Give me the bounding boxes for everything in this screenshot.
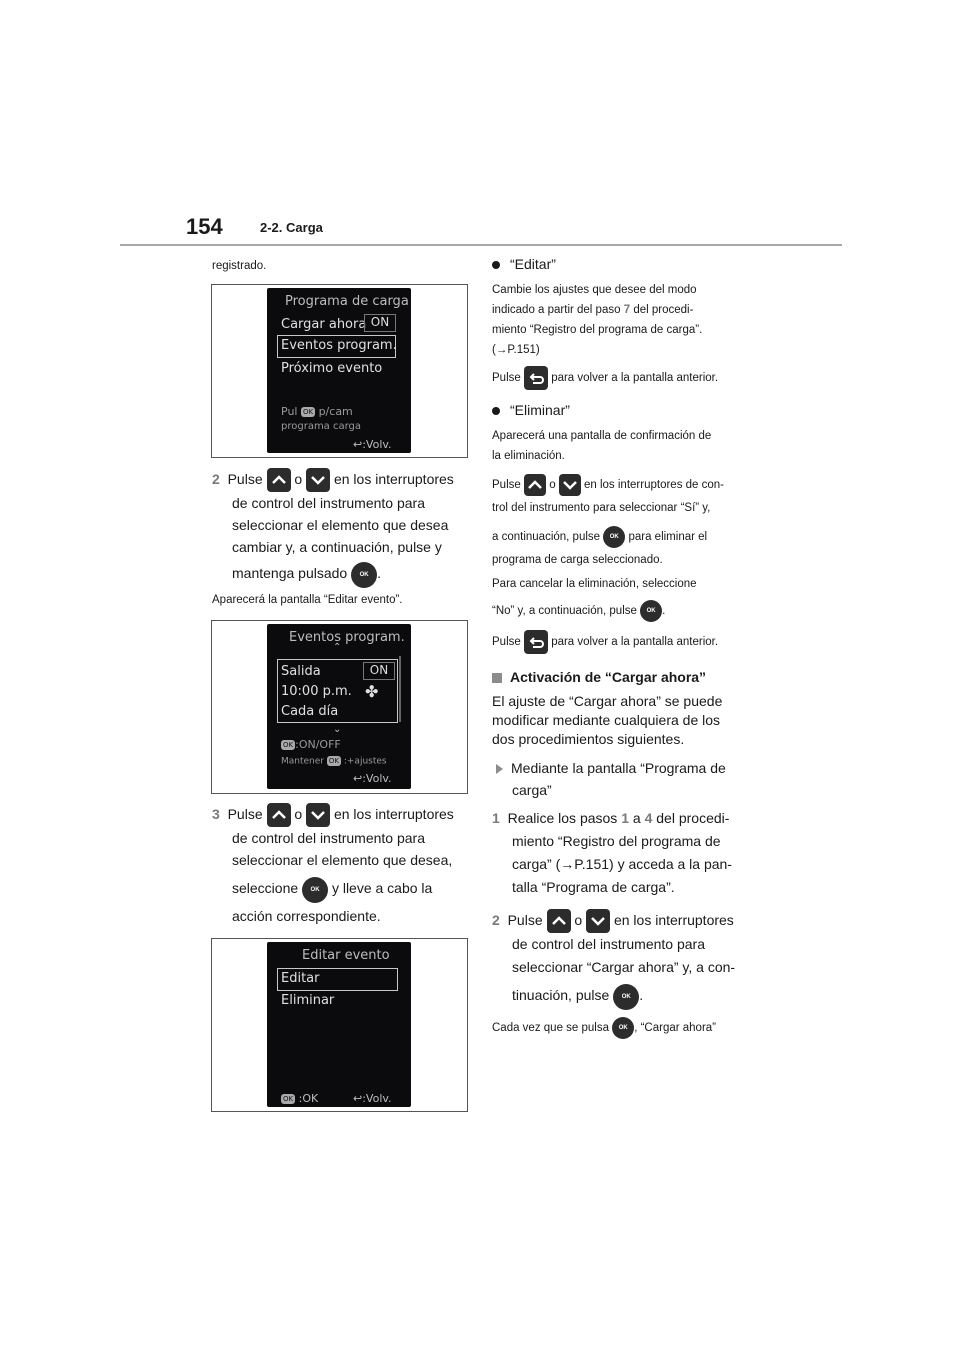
display-screen: [267, 288, 411, 453]
back-button-icon: [524, 366, 548, 390]
ok-button-icon: OK: [603, 526, 625, 548]
subheading-arrow-icon: [496, 764, 503, 774]
ok-button-icon: OK: [302, 877, 328, 903]
ok-hint: OK :OK: [283, 1092, 319, 1105]
scroll-up-icon: ⌃: [333, 642, 342, 653]
intro-text: registrado.: [212, 260, 267, 272]
up-arrow-icon: [267, 468, 291, 492]
ok-chip: OK: [283, 741, 294, 749]
scroll-down-icon: ⌄: [333, 724, 342, 735]
menu-item-cargar-ahora: Cargar ahora: [281, 317, 367, 332]
back-arrow-icon: ↩: [353, 438, 363, 451]
menu-item-eliminar: Eliminar: [281, 993, 335, 1008]
up-arrow-icon: [267, 803, 291, 827]
charge-fan-icon: ✤: [365, 682, 379, 701]
hint-line-2: programa carga: [281, 421, 362, 432]
row-frequency: Cada día: [281, 704, 339, 719]
screen-figure-3: [211, 938, 468, 1112]
step-2-note: Aparecerá la pantalla “Editar evento”.: [212, 594, 403, 606]
menu-item-editar: Editar: [281, 971, 320, 986]
ok-button-icon: OK: [351, 562, 377, 588]
screen-figure-2: [211, 620, 468, 794]
hint-line-2: Mantener OK :+ajustes: [281, 756, 387, 767]
on-state-badge: ON: [364, 314, 396, 332]
up-arrow-icon: [524, 474, 546, 496]
down-arrow-icon: [306, 468, 330, 492]
step-2: 2 Pulse o en los interruptores de control del instrumento para seleccionar el elemento que desea cambiar y, a continuación, pulse y mantenga pulsado OK .: [212, 468, 472, 588]
ok-button-icon: OK: [640, 600, 662, 622]
menu-item-eventos: Eventos program.: [281, 338, 397, 353]
ok-button-icon: OK: [613, 984, 639, 1010]
page-number: 154: [186, 214, 223, 239]
ok-chip: OK: [328, 757, 339, 765]
up-arrow-icon: [547, 909, 571, 933]
right-column: “Editar” Cambie los ajustes que desee del modo indicado a partir del paso 7 del procedi- miento “Registro del programa de carga”. (→P.151) Pulse para volver a la pantalla anterior. “Eliminar” Aparecerá una pantalla de confirmación de la eliminación. Pulse o en los interruptores de con- trol del instrumento para seleccionar “Sí” y, a continuación, pulse OK para eliminar el programa de carga seleccionado. Para cancelar la eliminación, seleccione “No” y, a continuación, pulse OK . Pulse para volver a la pantalla anterior. Activación de “Cargar ahora” El ajuste de “Cargar ahora” se puede modificar mediante cualquiera de los dos procedimientos siguientes. Mediante la pantalla “Programa de carga” 1 Realice los pasos 1 a 4 del procedi- miento “Registro del programa de carga” (→P.151) y acceda a la pan- talla “Programa de carga”. 2 Pulse o en los interruptores de control del instrumento para seleccionar “Cargar ahora” y, a con- tinuación, pulse OK . Cada vez que se pulsa OK , “Cargar ahora”: [492, 254, 754, 1041]
on-state-badge: ON: [363, 662, 395, 680]
hint-line-1: OK :ON/OFF: [283, 738, 341, 751]
back-button-icon: [524, 630, 548, 654]
bullet-icon: [492, 261, 500, 269]
back-arrow-icon: ↩: [353, 772, 363, 785]
eliminar-heading: “Eliminar”: [510, 402, 570, 418]
back-hint: ↩:Volv.: [353, 1092, 392, 1105]
header-rule: [120, 244, 842, 246]
down-arrow-icon: [586, 909, 610, 933]
row-salida: Salida: [281, 664, 321, 679]
bullet-icon: [492, 407, 500, 415]
editar-heading: “Editar”: [510, 256, 556, 272]
ok-chip: OK: [283, 1095, 294, 1103]
display-screen: [267, 942, 411, 1107]
down-arrow-icon: [559, 474, 581, 496]
menu-item-proximo: Próximo evento: [281, 361, 383, 376]
back-hint: ↩:Volv.: [353, 438, 392, 451]
step-3: 3 Pulse o en los interruptores de control del instrumento para seleccionar el elemento que desea, seleccione OK y lleve a cabo la acción correspondiente.: [212, 803, 472, 927]
screen-figure-1: [211, 284, 468, 458]
activacion-heading: Activación de “Cargar ahora”: [510, 669, 707, 685]
section-marker-icon: [492, 673, 502, 683]
hint-line-1: Pul OK p/cam: [281, 405, 353, 418]
ok-chip: OK: [302, 408, 314, 416]
ok-button-icon: OK: [612, 1017, 634, 1039]
section-title: 2-2. Carga: [260, 220, 323, 235]
down-arrow-icon: [306, 803, 330, 827]
back-arrow-icon: ↩: [353, 1092, 363, 1105]
display-screen: [267, 624, 411, 789]
screen-title: Editar evento: [302, 948, 390, 963]
screen-title: Eventos program.: [289, 630, 405, 645]
row-time: 10:00 p.m.: [281, 684, 352, 699]
back-hint: ↩:Volv.: [353, 772, 392, 785]
scrollbar: [399, 656, 401, 722]
screen-title: Programa de carga: [285, 294, 409, 309]
